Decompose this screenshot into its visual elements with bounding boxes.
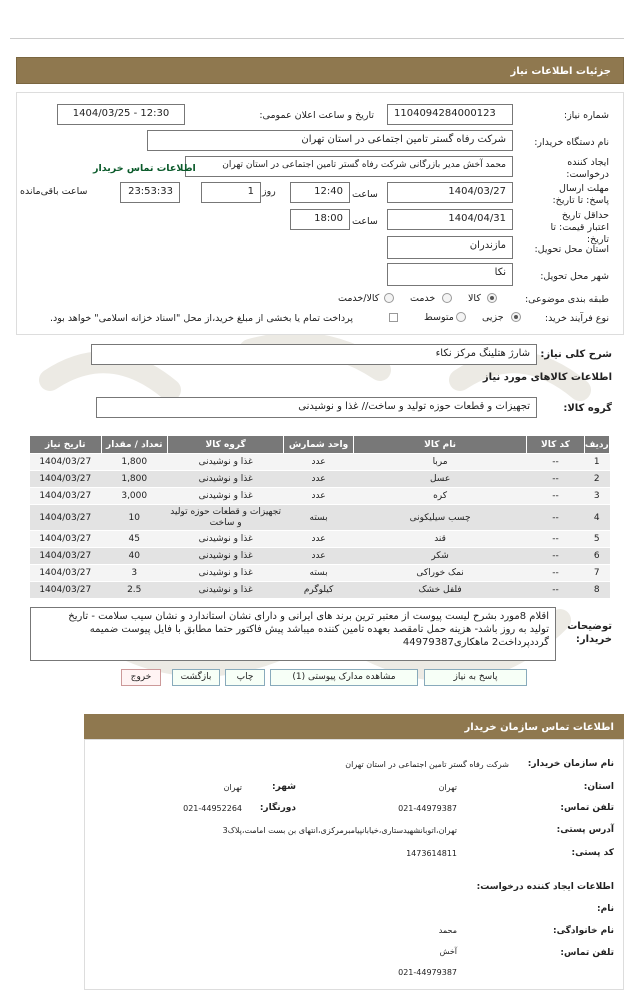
cell-row: 6 <box>584 548 609 565</box>
cell-row: 5 <box>584 531 609 548</box>
cell-code: -- <box>527 548 584 565</box>
cell-unit: عدد <box>284 548 353 565</box>
cell-unit: بسته <box>284 505 353 531</box>
cell-row: 8 <box>584 582 609 599</box>
cell-name: نمک خوراکی <box>353 565 527 582</box>
deadline-label: مهلت ارسال پاسخ: تا تاریخ: <box>552 183 609 206</box>
table-row[interactable] <box>30 531 610 548</box>
cell-qty: 40 <box>101 548 167 565</box>
contact-phone-label: تلفن تماس: <box>560 803 614 813</box>
col-row-header: ردیف <box>584 436 609 454</box>
cell-unit: عدد <box>284 488 353 505</box>
cell-date: 1404/03/27 <box>30 471 102 488</box>
cell-unit: بسته <box>284 565 353 582</box>
cell-qty: 3,000 <box>101 488 167 505</box>
validity-time-label: ساعت <box>352 216 378 227</box>
contact-panel <box>84 739 624 990</box>
contact-postal-value: 1473614811 <box>406 849 457 858</box>
col-group-header: گروه کالا <box>167 436 283 454</box>
col-date-header: تاریخ نیاز <box>30 436 102 454</box>
buyer-notes-line-1: اقلام 8مورد بشرح لیست پیوست از معتبر ترین برند های ایرانی و دارای نشان استاندارد و نشان سیب سلامت - تاریخ <box>68 611 549 622</box>
summary-label: شرح کلی نیاز: <box>540 349 612 360</box>
table-row[interactable] <box>30 488 610 505</box>
cell-code: -- <box>527 454 584 471</box>
cell-qty: 10 <box>101 505 167 531</box>
cell-row: 7 <box>584 565 609 582</box>
cell-name: شکر <box>353 548 527 565</box>
cell-row: 1 <box>584 454 609 471</box>
validity-date-field[interactable]: 1404/04/31 <box>387 209 513 230</box>
buyer-notes-field[interactable] <box>30 607 556 661</box>
category-option-both: کالا/خدمت <box>338 293 380 304</box>
cell-unit: کیلوگرم <box>284 582 353 599</box>
cell-name: قند <box>353 531 527 548</box>
cell-qty: 45 <box>101 531 167 548</box>
contact-info-link[interactable]: اطلاعات تماس خریدار <box>93 163 196 174</box>
cell-name: فلفل خشک <box>353 582 527 599</box>
cell-unit: عدد <box>284 531 353 548</box>
creator-family-label: نام خانوادگی: <box>552 926 614 936</box>
cell-code: -- <box>527 531 584 548</box>
col-unit-header: واحد شمارش <box>284 436 353 454</box>
announce-value: 1404/03/25 - 12:30 <box>72 108 170 119</box>
cell-date: 1404/03/27 <box>30 565 102 582</box>
cell-name: مربا <box>353 454 527 471</box>
cell-date: 1404/03/27 <box>30 548 102 565</box>
items-table <box>29 435 610 599</box>
col-name-header: نام کالا <box>353 436 527 454</box>
cell-code: -- <box>527 505 584 531</box>
cell-row: 2 <box>584 471 609 488</box>
cell-row: 3 <box>584 488 609 505</box>
cell-qty: 2.5 <box>101 582 167 599</box>
process-radio-minor[interactable] <box>511 312 521 322</box>
group-label: گروه کالا: <box>563 403 612 414</box>
cell-name: چسب سیلیکونی <box>353 505 527 531</box>
cell-row: 4 <box>584 505 609 531</box>
back-button[interactable]: بازگشت <box>172 669 220 686</box>
contact-postal-label: کد پستی: <box>571 848 614 858</box>
cell-unit: عدد <box>284 454 353 471</box>
contact-fax-value: 021-44952264 <box>183 804 242 813</box>
category-radio-service[interactable] <box>442 293 452 303</box>
cell-date: 1404/03/27 <box>30 454 102 471</box>
need-number-label: شماره نیاز: <box>563 110 609 121</box>
creator-name-label: نام: <box>597 904 614 914</box>
cell-qty: 1,800 <box>101 471 167 488</box>
cell-group: غذا و نوشیدنی <box>167 582 283 599</box>
category-option-goods: کالا <box>468 293 481 304</box>
cell-group: غذا و نوشیدنی <box>167 471 283 488</box>
creator-phone-value: 021-44979387 <box>398 968 457 977</box>
buyer-label: نام دستگاه خریدار: <box>534 137 609 148</box>
process-option-minor: جزیی <box>482 312 504 323</box>
creator-name-value: محمد <box>438 926 457 935</box>
group-field[interactable]: تجهیزات و قطعات حوزه تولید و ساخت// غذا و نوشیدنی <box>96 397 537 418</box>
cell-name: کره <box>353 488 527 505</box>
day-label: روز <box>262 186 276 197</box>
category-label: طبقه بندی موضوعی: <box>524 294 609 305</box>
process-option-medium: متوسط <box>424 312 454 323</box>
category-radio-goods[interactable] <box>487 293 497 303</box>
table-row[interactable] <box>30 505 610 531</box>
payment-note: پرداخت تمام یا بخشی از مبلغ خرید،از محل "اسناد خزانه اسلامی" خواهد بود. <box>50 313 353 324</box>
contact-org-label: نام سازمان خریدار: <box>527 759 614 769</box>
cell-date: 1404/03/27 <box>30 488 102 505</box>
cell-group: تجهیزات و قطعات حوزه تولید و ساخت <box>167 505 283 531</box>
cell-name: عسل <box>353 471 527 488</box>
creator-field[interactable]: محمد آخش مدیر بازرگانی شرکت رفاه گستر تامین اجتماعی در استان تهران <box>185 156 513 177</box>
need-number-field[interactable]: 1104094284000123 <box>387 104 513 125</box>
summary-field[interactable]: شارژ هتلینگ مرکز نکاء <box>91 344 537 365</box>
remaining-label: ساعت باقی‌مانده <box>20 186 88 197</box>
cell-group: غذا و نوشیدنی <box>167 531 283 548</box>
exit-button[interactable]: خروج <box>121 669 161 686</box>
contact-fax-label: دورنگار: <box>259 803 296 813</box>
contact-city-value: تهران <box>223 783 242 792</box>
category-radio-both[interactable] <box>384 293 394 303</box>
attachments-button[interactable]: مشاهده مدارک پیوستی (1) <box>270 669 418 686</box>
contact-header: اطلاعات تماس سازمان خریدار <box>84 714 624 739</box>
creator-phone-label: تلفن تماس: <box>560 948 614 958</box>
deadline-date-field[interactable]: 1404/03/27 <box>387 182 513 203</box>
days-count-field[interactable]: 1 <box>201 182 261 203</box>
table-row[interactable] <box>30 471 610 488</box>
remaining-time-field[interactable]: 23:53:33 <box>120 182 180 203</box>
cell-qty: 1,800 <box>101 454 167 471</box>
validity-label: حداقل تاریخ اعتبار قیمت: تا تاریخ: <box>550 210 609 245</box>
top-divider <box>10 38 624 39</box>
buyer-notes-line-2: تولید به روز باشد- هزینه حمل تامقصد بعهده تامین کننده میباشد پیش فاکتور حتما مطابق با فایل پیوست ضمیمه <box>89 624 549 635</box>
announce-label: تاریخ و ساعت اعلان عمومی: <box>259 110 374 121</box>
cell-code: -- <box>527 488 584 505</box>
cell-code: -- <box>527 565 584 582</box>
contact-address-value: تهران،اتوبانشهیدستاری،خیابانپیامبرمرکزی،انتهای بن بست امامت،پلاک3 <box>222 826 457 835</box>
cell-group: غذا و نوشیدنی <box>167 565 283 582</box>
col-qty-header: تعداد / مقدار <box>101 436 167 454</box>
page-header: جزئیات اطلاعات نیاز <box>16 57 624 84</box>
goods-section-title: اطلاعات کالاهای مورد نیاز <box>482 372 612 383</box>
contact-org-value: شرکت رفاه گستر تامین اجتماعی در استان تهران <box>345 760 509 769</box>
cell-date: 1404/03/27 <box>30 531 102 548</box>
cell-date: 1404/03/27 <box>30 582 102 599</box>
category-option-service: خدمت <box>410 293 436 304</box>
cell-group: غذا و نوشیدنی <box>167 548 283 565</box>
table-row[interactable] <box>30 565 610 582</box>
table-row[interactable] <box>30 582 610 599</box>
cell-group: غذا و نوشیدنی <box>167 454 283 471</box>
province-field[interactable]: مازندران <box>387 236 513 259</box>
deadline-time-field[interactable]: 12:40 <box>290 182 350 203</box>
col-code-header: کد کالا <box>527 436 584 454</box>
buyer-notes-label: توضیحات خریدار: <box>567 621 612 645</box>
creator-label: ایجاد کننده درخواست: <box>566 157 609 180</box>
table-header-row <box>30 436 610 454</box>
contact-address-label: آدرس پستی: <box>556 825 614 835</box>
validity-time-field[interactable]: 18:00 <box>290 209 350 230</box>
announce-field[interactable] <box>57 104 185 125</box>
contact-province-label: استان: <box>583 782 614 792</box>
cell-qty: 3 <box>101 565 167 582</box>
buyer-notes-line-3: گرددپرداخت2 ماهکاری44979387 <box>402 637 549 648</box>
cell-date: 1404/03/27 <box>30 505 102 531</box>
province-label: استان محل تحویل: <box>534 244 609 255</box>
contact-city-label: شهر: <box>272 782 296 792</box>
table-row[interactable] <box>30 454 610 471</box>
cell-code: -- <box>527 582 584 599</box>
creator-info-title: اطلاعات ایجاد کننده درخواست: <box>476 882 614 892</box>
process-label: نوع فرآیند خرید: <box>544 313 609 324</box>
contact-province-value: تهران <box>438 783 457 792</box>
creator-family-value: آخش <box>439 947 457 956</box>
cell-code: -- <box>527 471 584 488</box>
table-row[interactable] <box>30 548 610 565</box>
cell-group: غذا و نوشیدنی <box>167 488 283 505</box>
cell-unit: عدد <box>284 471 353 488</box>
print-button[interactable]: چاپ <box>225 669 265 686</box>
treasury-checkbox[interactable] <box>389 313 398 322</box>
city-field[interactable]: نکا <box>387 263 513 286</box>
deadline-time-label: ساعت <box>352 189 378 200</box>
city-label: شهر محل تحویل: <box>540 271 609 282</box>
contact-phone-value: 021-44979387 <box>398 804 457 813</box>
buyer-field[interactable]: شرکت رفاه گستر تامین اجتماعی در استان تهران <box>147 130 513 151</box>
process-radio-medium[interactable] <box>456 312 466 322</box>
reply-button[interactable]: پاسخ به نیاز <box>424 669 527 686</box>
